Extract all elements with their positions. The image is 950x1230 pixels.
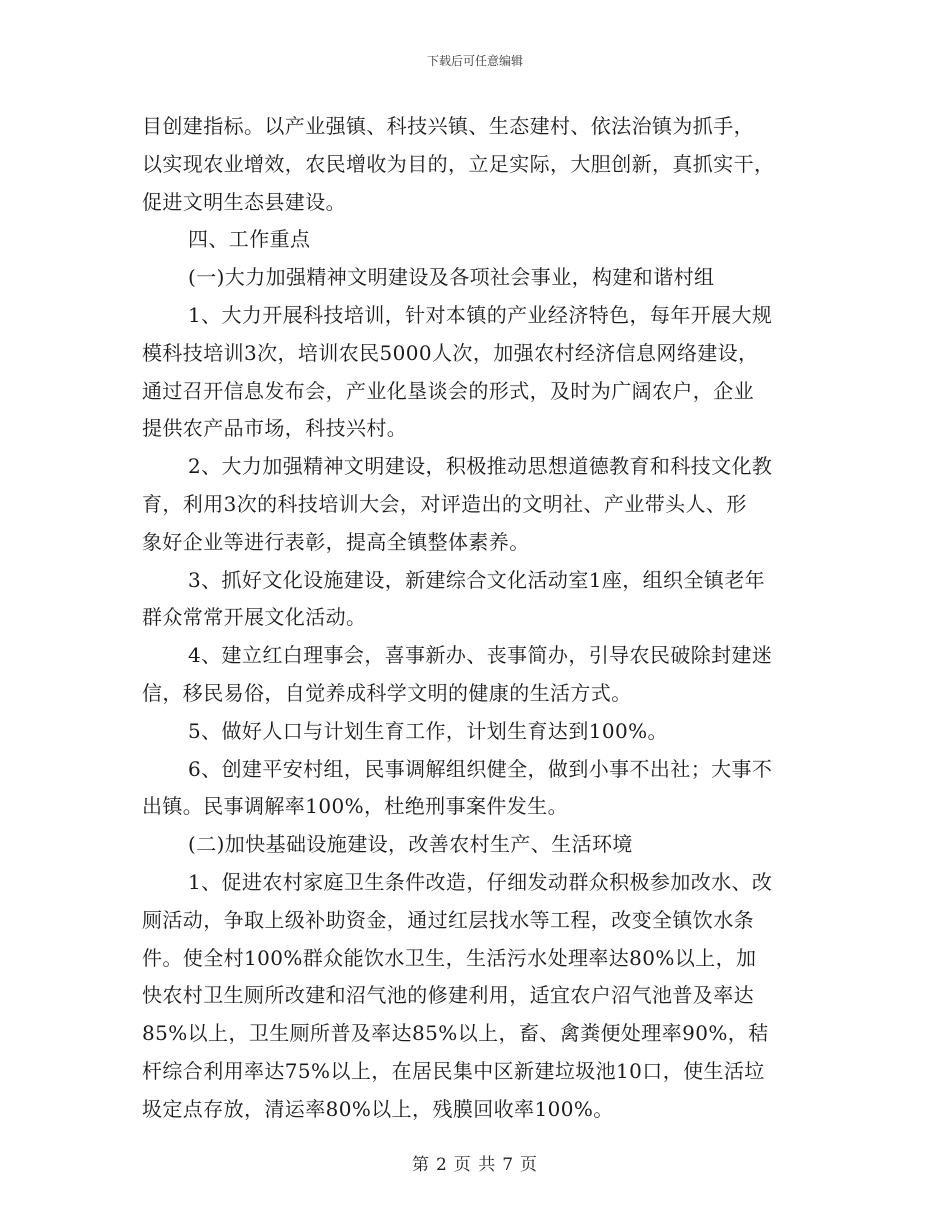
paragraph-line: 5、做好人口与计划生育工作，计划生育达到100%。: [188, 718, 668, 743]
paragraph-line: 模科技培训3次，培训农民5000人次，加强农村经济信息网络建设，: [142, 340, 759, 365]
paragraph-line: 厕活动，争取上级补助资金，通过红层找水等工程，改变全镇饮水条: [142, 907, 754, 932]
paragraph-line: 1、促进农村家庭卫生条件改造，仔细发动群众积极参加改水、改: [188, 869, 773, 894]
document-body: [142, 108, 812, 1129]
paragraph-line: 6、创建平安村组，民事调解组织健全，做到小事不出社；大事不: [188, 756, 773, 781]
footer-label-end: 页: [520, 1155, 539, 1175]
paragraph-line: 1、大力开展科技培训，针对本镇的产业经济特色，每年开展大规: [188, 302, 773, 327]
footer-label-page: 第: [411, 1155, 430, 1175]
paragraph-line: 促进文明生态县建设。: [142, 189, 346, 214]
paragraph-line: 杆综合利用率达75%以上，在居民集中区新建垃圾池10口，使生活垃: [142, 1058, 765, 1083]
paragraph-line: 提供农产品市场，科技兴村。: [142, 416, 408, 441]
paragraph-line: 象好企业等进行表彰，提高全镇整体素养。: [142, 529, 530, 554]
page-header: 下载后可任意编辑: [426, 54, 523, 68]
paragraph-line: 信，移民易俗，自觉养成科学文明的健康的生活方式。: [142, 680, 632, 705]
section-heading: 四、工作重点: [188, 227, 311, 252]
paragraph-line: 以实现农业增效，农民增收为目的，立足实际，大胆创新，真抓实干，: [142, 151, 775, 176]
paragraph-line: 3、抓好文化设施建设，新建综合文化活动室1座，组织全镇老年: [188, 567, 766, 592]
subsection-heading: (二)加快基础设施建设，改善农村生产、生活环境: [188, 832, 633, 857]
footer-label-of: 页 共: [453, 1155, 497, 1175]
paragraph-line: 4、建立红白理事会，喜事新办、丧事简办，引导农民破除封建迷: [188, 643, 773, 668]
footer-current-page: 2: [435, 1155, 448, 1175]
paragraph-line: 目创建指标。以产业强镇、科技兴镇、生态建村、依法治镇为抓手，: [142, 114, 754, 138]
paragraph-line: 通过召开信息发布会，产业化垦谈会的形式，及时为广阔农户，企业: [142, 378, 754, 403]
paragraph-line: 2、大力加强精神文明建设，积极推动思想道德教育和科技文化教: [188, 454, 773, 479]
paragraph-line: 圾定点存放，清运率80%以上，残膜回收率100%。: [142, 1096, 614, 1121]
paragraph-line: 85%以上，卫生厕所普及率达85%以上，畜、禽粪便处理率90%，秸: [142, 1021, 769, 1046]
paragraph-line: 育，利用3次的科技培训大会，对评造出的文明社、产业带头人、形: [142, 491, 747, 516]
paragraph-line: 群众常常开展文化活动。: [142, 605, 367, 630]
footer-total-pages: 7: [502, 1155, 515, 1175]
page-footer: [0, 1150, 950, 1175]
paragraph-line: 快农村卫生厕所改建和沼气池的修建利用，适宜农户沼气池普及率达: [142, 983, 754, 1008]
subsection-heading: (一)大力加强精神文明建设及各项社会事业，构建和谐村组: [188, 265, 715, 290]
paragraph-line: 件。使全村100%群众能饮水卫生，生活污水处理率达80%以上，加: [142, 945, 757, 970]
paragraph-line: 出镇。民事调解率100%，杜绝刑事案件发生。: [142, 794, 568, 819]
